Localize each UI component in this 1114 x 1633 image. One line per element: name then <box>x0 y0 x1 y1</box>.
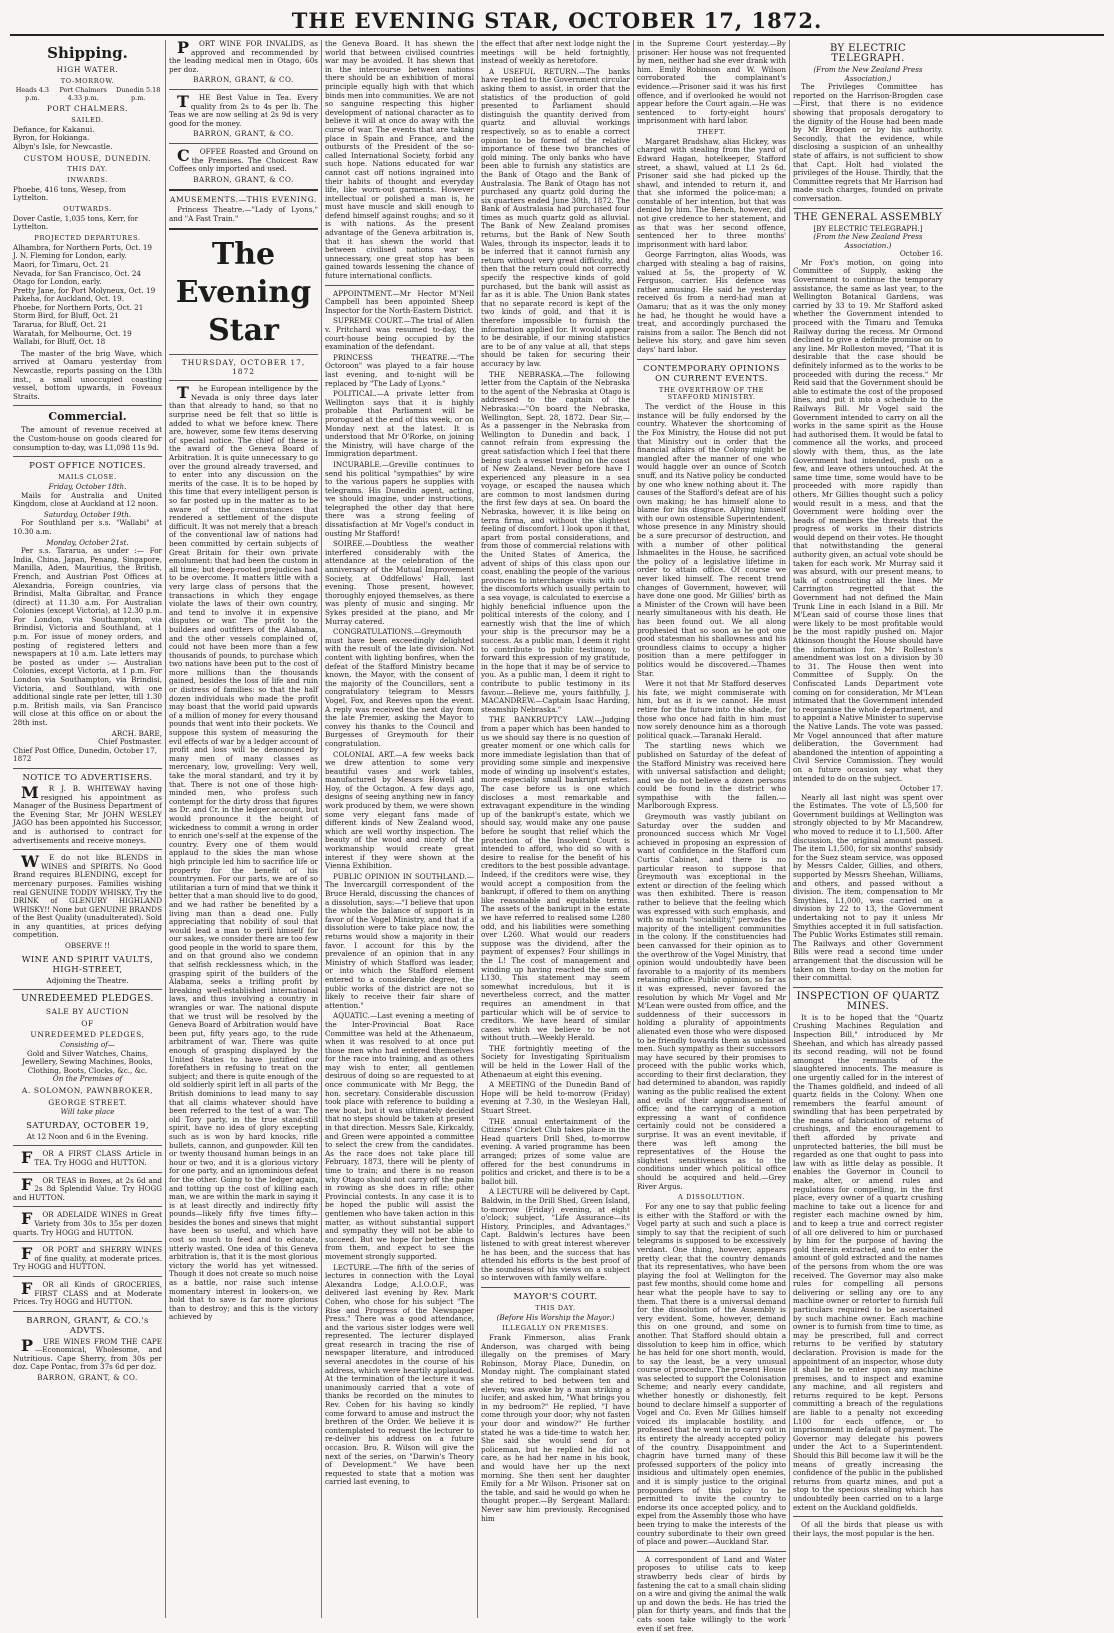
divider <box>13 849 162 850</box>
illegally-heading: ILLEGALLY ON PREMISES. <box>502 1324 609 1333</box>
divider <box>169 143 318 144</box>
barron-ads-heading: BARRON, GRANT, & CO.'s ADVTS. <box>26 1315 149 1336</box>
hogg-hutton-ad-port: FOR PORT and SHERRY WINES of fine quality, at moderate prices. Try HOGG and HUTTON. <box>13 1244 162 1272</box>
column-3 <box>322 40 478 1618</box>
hw-dunedin: Dunedin 5.18 p.m. <box>116 86 161 102</box>
mayors-court-heading: MAYOR'S COURT. <box>513 1291 598 1302</box>
news-congratulations: CONGRATULATIONS.—Greymouth must have been exceedingly delighted with the result of the late division. Not content with lighting bonfires, when the defeat of the Stafford Ministry became known, the Mayor, with the consent of the majority of the Councillors, sent a congratulatory telegram to Messrs Vogel, Fox, and Reeves upon the event. A reply was received the next day from the late Premier, asking the Mayor to convey his thanks to the Council and Burgesses of Greymouth for their congratulation. <box>325 627 474 748</box>
projected-item: Wallabi, for Bluff, Oct. 18 <box>13 337 106 347</box>
divider <box>637 359 786 360</box>
tomorrow-label: TO-MORROW. <box>60 76 115 85</box>
news-spiritualism: THE fortnightly meeting of the Society for Investigating Spiritualism will be held in the Lower Hall of the Athenaeum at eight this evening. <box>481 1043 630 1079</box>
observe-label: OBSERVE !! <box>65 941 110 951</box>
news-political: POLITICAL.—A private letter from Wellington says that it is highly probable that Parliament will be prorogued at the end of this week, or on Monday next at the latest. It is understood that Mr O'Rorke, on joining the Ministry, will have charge of the Immigration department. <box>325 389 474 459</box>
news-cricket-club: THE annual entertainment of the Citizens' Cricket Club takes place in the Head quarters Drill Shed, to-morrow evening. A varied programme has been arranged; prizes of some value are offered for the best conundrums in politics and cricket, and there is to be a ballot bill. <box>481 1116 630 1186</box>
divider <box>13 1172 162 1173</box>
tea-value-advert: THE Best Value in Tea. Every quality from 2s to 4s per lb. The Teas we are now selling at 2s 9d is very good for the money. <box>169 91 318 128</box>
high-water-table <box>13 87 162 102</box>
news-lecture: LECTURE.—The fifth of the series of lectures in connection with the Loyal Alexandra Lodge, A.I.O.O.F., was delivered last evening by Rev. Mark Cohen, who chose for his subject "The Rise and Progress of the Newspaper Press." There was a good attendance, and the various sister lodges were well represented. The lecturer displayed great research in tracing the rise of newspaper literature, and introduced several anecdotes in the course of his address, which were heartily applauded. At the termination of the lecture it was unanimously carried that a vote of thanks be recorded on the minutes to Rev. Cohen for his having so kindly come forward to amuse and instruct the brethren of the Order. We believe it is contemplated to request the lecturer to re-deliver his address on a future occasion. Bro. R. Wilson will give the next of the series, on "Darwin's Theory of Development." We have been requested to state that a motion was carried last evening, to <box>325 1262 474 1487</box>
divider <box>13 989 162 990</box>
by-telegraph-label: [BY ELECTRIC TELEGRAPH.] <box>813 223 923 233</box>
pledge-items: Gold and Silver Watches, Chains, Jewellery, Sewing Machines, Books, Clothing, Boots, Clocks, &c., &c. <box>22 1048 153 1075</box>
divider <box>481 1287 630 1288</box>
divider <box>169 380 318 381</box>
opinion-thames-star: The verdict of the House in this instance will be fully endorsed by the country. Whatever the shortcoming of the Fox Ministry, the House did not put that Ministry out in order that the financial affairs of the Colony might be mangled after the manner of one who would haggle over an ounce of Scotch snuff, and its Native policy be conducted by one who knew nothing about it. The causes of the Stafford's defeat are of his own making; he has himself alone to blame for his disgrace. Allying himself with our own ostensible Superintendent, whose presence in any Ministry should be a sure precursor of destruction, and with a number of other political Ishmaelites in the House, he sacrificed the policy of a legislative lifetime in order to attain office. Of course we never liked himself. The recent trend changes of Government, however, will have done one good. Mr Gillies' birth as a Minister of the Crown will have been nearly simultaneous with his death. He has been found out. We all along prophesied that so soon as he got one good statesman his shallowness and his groundless claims to occupy a higher position than a mere pettifogger in politics would be discovered.—Thames Star. <box>637 402 786 678</box>
advertisers-heading: NOTICE TO ADVERTISERS. <box>22 772 153 783</box>
divider <box>13 456 162 457</box>
postmaster-name: ARCH. BARE, <box>111 728 162 738</box>
date-oct-16: October 16. <box>899 249 943 259</box>
princess-theatre-listing: Princess Theatre.—"Lady of Lyons," and "A Fast Train." <box>169 204 318 223</box>
inwards-heading: INWARDS. <box>66 175 108 184</box>
masthead: THE EVENING STAR, OCTOBER 17, 1872. <box>291 8 823 33</box>
quartz-mines-article: It is to be hoped that the "Quartz Crushing Machines Regulation and Inspection Bill," introduced by Mr Sheehan, and which has already passed its second reading, will not be found amongst the remnants of the slaughtered innocents. The measure is one urgently called for in the interest of the Thames goldfield, and indeed of all quartz fields in the Colony. When one remembers the fearful amount of swindling that has been perpetrated by the means of fabrication of returns of crushings, and the encouragement to theft afforded by private and unprotected batteries, the bill must be regarded as one that ought to pass into law with as little delay as possible. It enables the Governor in Council to make, alter, or amend rules and regulations for compelling, in the first place, every owner of a quartz crushing machine to take out a licence for and register each machine owned by him, and to keep a true and correct register of all ore delivered to him or purchased by him for the purpose of having the gold therein extracted, and to enter the amount of gold extracted and the names of the persons from whom the ore was received. The Governor may also make rules for compelling all persons delivering or selling any ore to any machine owner or retorter to furnish full particulars required to be ascertained by such machine owner. Each machine owner is to furnish from time to time, as may be prescribed, full and correct returns to be verified by statutory declaration. Provision is made for the appointment of an inspector, whose duty it shall be to enter upon any machine premises, and to inspect and examine any machine, and all registers and returns required to be kept. Persons committing a breach of the regulations are liable to a penalty not exceeding L100 for each offence, or to imprisonment in default of payment. The Governor may delegate his powers under the Act to a Superintendent. Should this Bill become law it will be the means of greatly increasing the confidence of the public in the published returns from quartz mines, and put a stop to the specious stealing which has undoubtedly been carried on to a large extent on the Auckland goldfields. <box>793 1012 943 1512</box>
lecture-cont: the effect that after next lodge night the meetings will be held fortnightly, instead of weekly as heretofore. <box>481 39 630 66</box>
customs-heading: CUSTOM HOUSE, DUNEDIN. <box>23 153 152 163</box>
mails-close-label: MAILS CLOSE. <box>58 473 117 482</box>
outwards-heading: OUTWARDS. <box>63 204 112 213</box>
privileges-committee-report: The Privileges Committee has reported on the Harrison-Brogden case—First, that there is no evidence showing that proposals derogatory to the dignity of the House had been made by Mr Brogden or by his authority. Secondly, that the evidence, while disclosing a suspicion of an unhealthy state of affairs, is not sufficient to show that Capt. Holt had violated the privileges of the House. Thirdly, that the Committee regrets that Mr Harrison had made such charges, founded on private conversation. <box>793 82 943 203</box>
news-colonial-art: COLONIAL ART.—A few weeks back we drew attention to some very beautiful vases and work tables, manufactured by Messrs Howell and Hoy, of the Octagon. A few days ago, designs of seeing anything new in fancy work produced by them, we were shown some very elegant fans made of different kinds of New Zealand wood, which are well worthy inspection. The beauty of the wood and nicety of the workmanship would create great interest if they were shown at the Vienna Exhibition. <box>325 749 474 871</box>
post-office-date: Chief Post Office, Dunedin, October 17, 1872 <box>13 745 158 764</box>
news-useful-return: A USEFUL RETURN.—The banks have replied to the Government circular asking them to assist, in order that the statistics of the production of gold presented to Parliament should distinguish the quantity derived from quartz and alluvial workings respectively, so as to enable a correct opinion to be formed of the relative importance of these two branches of gold mining. The only banks who have been able to furnish any statistics are the Bank of Otago and the Bank of Australasia. The Bank of Otago has not purchased any quartz gold during the six quarters ended June 30th, 1872. The Bank of Australasia had purchased four times as much quartz gold as alluvial. The Bank of New Zealand promises returns, but the Bank of New South Wales, through its inspector, leads it to be inferred that it cannot furnish any return without very great difficulty, and then that the return could not correctly specify the respective kinds of gold purchased, but the bank will assist as far as it is able. The Union Bank states that no separate record is kept of the two kinds of gold, and that it is therefore impossible to furnish the information applied for. It would appear to be desirable, if our mining statistics are to be of any value at all, that steps should be taken for securing their accuracy by law. <box>481 66 630 368</box>
hogg-hutton-ad-adelaide: FOR ADELAIDE WINES in Great Variety from 30s to 35s per dozen quarts. Try HOGG and HUTTON. <box>13 1209 162 1237</box>
will-take-label: Will take place <box>60 1107 115 1117</box>
column-1 <box>10 40 166 1618</box>
leading-article: The European intelligence by the Nevada is only three days later than that already to hand, so that no surprise need be felt that so little is added to what we before knew. There are, however, some few items deserving of special notice. The chief of these is the award of the Geneva Board of Arbitration. It is quite unnecessary to go over the ground already traversed, and to enter into any discussion on the merits of the case. It is to be hoped by this time that every intelligent person is so far posted up in the matter as to be aware of the circumstances that rendered a settlement of the dispute difficult. It was not merely that a breach of the conventional law of nations had been committed by certain subjects of Great Britain for their own private emolument: that had been the custom in all time; but deep-rooted prejudices had to be overcome. It matters little with a very large class of persons that the transactions in which they engage violate the laws of their own country, and tend to involve it in expensive disputes or war. The profit to the builders and outfitters of the Alabama, and the other vessels complained of, could not have been more than a few thousands of pounds, to purchase which two nations have been put to the cost of more millions than the thousands gained, besides the loss of life and ruin or distress of families: so that the half dozen individuals who made the profit may boast that the world paid upwards of a million of money for every thousand pounds that went into their pockets. We suppose this system of measuring the evil effects of war by a ledger account of profit and loss will be denounced by many men of many classes as mercenary, low, grovelling: Very well, take the moral standard, and try it by that. There is not one of those high-minded men, who profess such contempt for the dirty dross that figures as Dr. and Cr. in the ledger account, but would pronounce it the height of wickedness to commit a wrong in order to enrich one's-self at the expense of the country. Every one of them would applaud to the skies the man whose high principle led him to sacrifice life or property for the benefit of his countrymen. For our parts, we are of so utilitarian a turn of mind that we think it better that a man should live to do good, and we had rather be benefited by a living man than a dead one. Fully appreciating that nobility of soul that would lead a man to peril himself for our sakes, we consider there are too few good people in the world to spare them, and on that ground also we condemn that selfish recklessness which, in the grasping spirit of the builders of the Alabama, seeks a trifling profit by breaking well-established international laws, and thus involving a country in wrangles or war. The national dispute that we trust will be resolved by the Geneva Board of Arbitration would have been put, fifty years ago, to the rude arbitrament of war. There was quite enough of grasping displayed by the United States to have justified our forefathers in refusing to treat on the subject; and there is quite enough of the old soldierly spirit left in all parts of the British dominions to lead many to say that all claims whatever should have been referred to the test of a war. The old Tory party, in the true stand-still spirit, have no idea of glory excepting such as is won by hard knocks, rifle bullets, cannon, and gunpowder. Kill ten or twenty thousand human beings in an hour or two, and it is a glorious victory for one party, and an ignominious defeat for the other. Going to the ledger again, and totting up the cost of killing each man, we are within the mark in saying it is at least directly and indirectly fifty pounds—likely fifty five times fifty—besides the bones and sinews that might have been so useful, and which have cost so much to feed and to educate, utterly wasted. One idea of this Geneva arbitration is, that it is the most glorious victory the world has yet witnessed. Though it does not create so much noise as a battle, nor raise such intense momentary interest in lookers-on, we hold that to save is far more glorious than to destroy; and this is the victory achieved by <box>169 383 318 1322</box>
sale-date: SATURDAY, OCTOBER 19, <box>26 1120 149 1131</box>
shipping-heading: Shipping. <box>47 44 128 62</box>
news-princess-theatre: PRINCESS THEATRE.—"The Octoroon" was played to a fair house last evening, and to-night will be replaced by "The Lady of Lyons." <box>325 352 474 388</box>
george-street: GEORGE STREET. <box>48 1097 127 1107</box>
divider <box>793 1516 943 1517</box>
postmaster-title: Chief Postmaster. <box>98 737 162 747</box>
sale-label: SALE BY AUCTION <box>45 1007 130 1017</box>
divider <box>325 285 474 286</box>
column-4 <box>478 40 634 1618</box>
projected-list <box>13 244 162 347</box>
opinion-auckland-star: For any one to say that public feeling is either with the Stafford or with the Vogel party at such and such a place is simply to say that the recipient of such telegrams is supposed to be excessively verdant. One thing, however, appears pretty clear, that the country demands that its representatives, who have been playing the fool at Wellington for the past few months, should come home and hear what the people have to say to them. That there is a universal demand for the dissolution of the Assembly is very evident. Some, however, demand this on one ground, and some on another. That Stafford should obtain a dissolution to keep him in office, which he has held for one short month, would, to say the least, be a very unusual course of procedure. The present House was selected to support the Colonisation Scheme; and nearly every candidate, whether honestly or dishonestly, felt bound to declare himself a supporter of Vogel and Co. Even Mr Gillies himself voiced its implacable hostility, and professed that he went in to carry out in its entirety the already accepted policy of the country. Disappointment and chagrin have turned many of these professed supporters of the policy into insidious and ultimately open enemies, and it is simply justice to the original propounders of this policy to be permitted to invite the country to endorse its once accepted policy, and to expel from the Assembly those who have been trying to make the interests of the country subordinate to their own greed of place and power.—Auckland Star. <box>637 1202 786 1547</box>
column-2 <box>166 40 322 1618</box>
masthead-rule <box>10 34 1104 36</box>
divider <box>169 228 318 230</box>
post-office-heading: POST OFFICE NOTICES. <box>29 461 146 472</box>
issue-date: THURSDAY, OCTOBER 17, 1872 <box>181 358 306 376</box>
barron-signature: BARRON, GRANT, & CO. <box>193 75 294 85</box>
quartz-mines-heading: INSPECTION OF QUARTZ MINES. <box>796 990 940 1012</box>
opinion-taranaki-herald: Were it not that Mr Stafford deserves his fate, we might commiserate with him, but as it is we cannot. He must retire for the future into the shade, for those who once had faith in him must now sorely denounce him as a thorough political quack.—Taranaki Herald. <box>637 679 786 740</box>
friday-label: Friday, October 18th. <box>48 481 127 491</box>
divider <box>13 1276 162 1277</box>
hogg-hutton-ad-boxes: FOR TEAS in Boxes, at 2s 6d and 2s 8d Splendid Value. Try HOGG and HUTTON. <box>13 1174 162 1202</box>
divider <box>637 1551 786 1552</box>
contemporary-opinions-heading: CONTEMPORARY OPINIONS ON CURRENT EVENTS. <box>643 363 780 384</box>
evening-star-banner: The Evening Star <box>175 237 312 349</box>
this-day-label: THIS DAY. <box>67 165 108 174</box>
divider <box>793 987 943 988</box>
saturday-label: Saturday, October 19th. <box>43 509 132 519</box>
hw-port: Port Chalmers 4.33 p.m. <box>59 86 107 102</box>
court-case-cont: in the Supreme Court yesterday.—By prisoner: Her house was not frequented by men, neither had she ever drank with him. Emily Robinson and W. Wilson corroborated the complainant's evidence.—Prisoner said it was his first offence, and if overlooked he would not appear before the Court again.—He was sentenced to forty-eight hours' imprisonment with hard labor. <box>637 39 786 126</box>
news-soiree: SOIREE.—Doubtless the weather interfered considerably with the attendance at the celebration of the anniversary of the Mutual Improvement Society, at Oddfellows' Hall, last evening. Those present, however, thoroughly enjoyed themselves, as there was plenty of music and singing. Mr Sykes presided at the piano, and Mr Murray catered. <box>325 539 474 626</box>
hogg-hutton-ad-groceries: FOR all Kinds of GROCERIES, FIRST CLASS and at Moderate Prices. Try HOGG and HUTTON. <box>13 1278 162 1307</box>
friday-text: Mails for Australia and United Kingdom, close at Auckland at 12 noon. <box>13 490 162 509</box>
consisting-label: Consisting of— <box>59 1040 115 1050</box>
port-chalmers-heading: PORT CHALMERS. <box>46 104 129 114</box>
general-assembly-heading: THE GENERAL ASSEMBLY <box>793 211 942 223</box>
assembly-report-oct-16: Mr Fox's motion, on going into Committee of Supply, asking the Government to continue the temporary assistance, the same as last year, to the Wellington Botanical Gardens, was carried by 33 to 19. Mr Stafford asked whether the Government intended to proceed with the Timaru and Temuka Railway during the recess. Mr Ormond declined to give a definite promise on to any line. Mr Rolleston moved, "That it is desirable that the case should be definitely informed as to the works to be proceeded with during the recess." Mr Reid said that the Government should be able to estimate the cost of the proposed lines, and put it into a schedule to the Railways Bill. Mr Vogel said the Government intended to carry on all the works in the same spirit as the House had authorised them. It would be fatal to commence all the works, and proceed slowly with them, thus, as the late Government had intended, push on a few, and leave others untouched. At the same time time, some would have to be proceeded with more rapidly than others. Mr Gillies thought such a policy would result in a mess, and that the Government were holding over the heads of members the threats that the progress of works in their districts would depend on their votes. He thought that notwithstanding the general authority given, an actual vote should be taken for each work. Mr Murray said it was absurd, with our present means, to talk of constructing all the lines. Mr Carrington regretted that the Government had not defined the Main Trunk Line in each Island in a Bill. Mr M'Lean said of course those lines that were likely to be most profitable would be the most rapidly pushed on. Major Atkinson thought the House should have the information for. Mr Rolleston's amendment was lost on a division by 30 to 31. The House then went into Committee of Supply. On the Confiscated Lands Department vote coming on for consideration, Mr M'Lean intimated that the Government intended to reorganise the whole department, and to appoint a Native Minister to supervise the Native Lands. The vote was passed. Mr Vogel announced that after mature deliberation, the Government had abandoned the intention of appointing a Civil Service Commission. They would on a future occasion say what they intended to do on the subject. <box>793 257 943 783</box>
news-bankruptcy-law: THE BANKRUPTCY LAW.—Judging from a paper which has been handed to us we should say there is no question of greater moment or one which calls for more immediate legislation than that of providing some simple and inexpensive mode of winding up insolvent's estates, more especially small bankrupt estates. The case before us is one which discloses a most remarkable and extravagant expenditure in the winding up of the bankrupt's estate, which we should say, would make any one pause before he sought that relief which the protection of the Insolvent Court is intended to afford, who did so with a desire to realise for the benefit of his creditors to the best possible advantage. Indeed, if the creditors were wise, they would accept a composition from the bankrupt, if offered to them on anything like reasonable and equitable terms. The assets of the bankrupt in the estate we have referred to realised some L280 odd, and his liabilities were something over L260. What would our readers suppose was the dividend, after the payment of expenses? Four shillings in the L! The cost of management and winding up having reached the sum of L130. This statement may seem somewhat incredulous, but it is nevertheless correct, and the matter requires an amendment in that particular which will be of service to creditors. We have heard of similar cases which we believe to be not without truth.—Weekly Herald. <box>481 715 630 1043</box>
theft-heading: THEFT. <box>697 127 726 136</box>
leading-article-cont: the Geneva Board. It has shewn the world that between civilised countries war may be avoided. It has shewn that in the intercourse between nations there should be an exhibition of moral principle equally high with that which binds men into communities. We are not so sanguine respecting this higher development of national character as to believe it will at once do away with the curse of war. The events that are taking place in Spain and France, and the outbursts of the President of the so-called International Society, forbid any such hope. Nations educated for war cannot cast off notions ingrained into their habits of thought and everyday life, like worn-out garments. However intellectual or polished a man is, he must have muscle and skill enough to defend himself against roughs; and so it is with nations. As the present advantage of the Geneva arbitration is, that it has shewn the world that between civilised nations war is unnecessary, one great stop has been gained towards lessening the chance of future international conflicts. <box>325 39 474 281</box>
divider <box>13 1206 162 1207</box>
sailed-item: Defiance, for Kakanui. <box>13 124 95 134</box>
coffee-advert: COFFEE Roasted and Ground on the Premises. The Choicest Raw Coffees only imported and used. <box>169 145 318 174</box>
divider <box>13 405 162 406</box>
divider <box>169 189 318 191</box>
opinion-marlborough-express: The startling news which we published on Saturday of the defeat of the Stafford Ministry was received here with universal satisfaction and delight; and we do not believe a dozen persons could be found in the district who sympathise with the fallen.—Marlborough Express. <box>637 741 786 811</box>
sale-time: At 12 Noon and 6 in the Evening. <box>26 1131 149 1141</box>
opinion-grey-river-argus: Greymouth was vastly jubilant on Saturday over the sudden and pronounced success which Mr Vogel achieved in proposing an expression of want of confidence in the Stafford cum Curtis Cabinet, and there is no particular reason to suppose that Greymouth was exceptional in the extent or direction of the feeling which was then exhibited. There is reason rather to believe that the feeling which was expressed with such emphasis, and with so much "sociability," pervades the majority of the intelligent communities in the colony. If the constituencies had been canvassed for their opinion as to the overthrow of the Vogel Ministry, that opinion would undoubtedly have been favorable to a majority of its members retaining office. Public opinion, so far as it was expressed, never favored the resolution by which Mr Vogel and Mr M'Lean were ousted from office, and the suddenness of their successors in holding a plurality of appointments alienated even those who were disposed to be friendly towards them as unbiased men. Such sympathy as their successors may have secured by their promises to proceed with the public works which, according to their first declaration, they had determined to abandon, was rapidly waning as the public realised the extent and evils of their aggrandisement of office; and the carrying of a motion expressing a want of confidence certainly could not be considered a surprise. It was an event inevitable, if there was left among the representatives of the House the slightest sensitiveness as to the conditions under which political office should be acquired and held.—Grey River Argus. <box>637 812 786 1191</box>
wine-vaults-heading: WINE AND SPIRIT VAULTS, HIGH-STREET, <box>21 954 154 975</box>
divider <box>169 354 318 355</box>
projected-item: Storm Bird, for Bluff, Oct. 21 <box>13 311 119 321</box>
divider <box>13 1311 162 1312</box>
news-incurable: INCURABLE.—Greville continues to send his political "sympathies" by wire to the various papers he supplies with telegrams. His Dunedin agent, acting, we should imagine, under instructions, telegraphed the other day that here there was a strong feeling of dissatisfaction at Mr Vogel's conduct in ousting Mr Stafford! <box>325 459 474 538</box>
news-aquatic: AQUATIC.—Last evening a meeting of the Inter-Provincial Boat Race Committee was held at the Athenaeum, when it was resolved to at once put those men who had entered themselves for the race into training, and as others may wish to enter, all gentlemen desirous of doing so are requested to at once communicate with Mr Begg, the hon. secretary. Considerable discussion took place with reference to building a new boat, but it was ultimately decided that no steps should be taken at present in that direction. Messrs Sale, Kirkcaldy, and Green were appointed a committee to select the crew from the candidates. As the race does not take place till February, 1873, there will be plenty of time to train; and there is no reason why Otago should not carry off the palm in rowing as she does in rifle; other Provincial contests. In any case it is to be hoped the public will assist the gentlemen who have taken action in this matter, as without substantial support and sympathy they will not be able to succeed. But we hope for better things from them, and expect to see the movement strongly supported. <box>325 1011 474 1261</box>
projected-item: Nevada, for San Francisco, Oct. 24 <box>13 268 141 278</box>
cats-strawberry-paragraph: A correspondent of Land and Water proposes to utilise cats to keep strawberry beds clear of birds by fastening the cat to a small chain sliding on a wire and giving the animal the walk up and down the beds. He has tried the plan for thirty years, and finds that the cats soon take willingly to the work even if set free. <box>637 1554 786 1633</box>
press-association-label: (From the New Zealand Press Association.) <box>813 232 923 250</box>
revenue-paragraph: The amount of revenue received at the Custom-house on goods cleared for consumption to-day, was L1,098 11s 9d. <box>13 425 162 452</box>
news-nebraska: THE NEBRASKA.—The following letter from the Captain of the Nebraska to the agent of the Nebraska at Otago is addressed to the captain of the Nebraska:—"On board the Nebraska, Wellington, Sept. 28, 1872. Dear Sir,—As a passenger in the Nebraska from Wellington to Dunedin and back, I cannot refrain from expressing the great satisfaction which I feel that there being such a vessel trading on the coast of New Zealand. Never before have I experienced any pleasure in a sea voyage, or escaped the nausea which are common to most landsmen during the first few days at sea. On board the Nebraska, however, it is like being on terra firma, and without the slightest feeling of discomfort. I look upon it that, apart from postal considerations, and from those of commercial relations with the United States of America, the advent of ships of this class upon our coast, enabling the people of the various provinces to interchange visits with out the discomforts which usually pertain to a sea voyage, is calculated to exercise a highly beneficial influence upon the political interests of the colony, and I earnestly wish that the line of which your ship is the precursor may be a success. As a public man, I deem it right to contribute to public testimony, to forward this expression of my gratitude, in the hope that it may be of service to you. As a public man, I deem it right to contribute to public testimony in its favour.—Believe me, yours faithfully, J. MACANDREW.—Captain Isaac Harding, steamship Nebraska." <box>481 369 630 714</box>
projected-item: Tararua, for Bluff, Oct. 21 <box>13 320 108 330</box>
whiteway-notice: MR J. B. WHITEWAY having resigned his appointment as Manager of the Business Department of the Evening Star, Mr JOHN WESLEY JAGO has been appointed his Successor, and is authorised to contract for advertisements and receive moneys. <box>13 782 162 845</box>
of-label: OF <box>81 1018 94 1028</box>
sailed-list <box>13 126 162 152</box>
barron-signature: BARRON, GRANT, & CO. <box>37 1373 138 1383</box>
court-case-bradshaw: Margaret Bradshaw, alias Hickey, was charged with stealing from the yard of Edward Hagan, hotelkeeper, Stafford street, a shawl, valued at L1 2s 6d. Prisoner said she had picked up the shawl, and intended to return it, and that she informed the police-man; a constable of her intention, but that was denied by him. The Bench, however, did not give credence to her statement, and as that was her second offence, sentenced her to three months' imprisonment with hard labor. <box>637 136 786 249</box>
divider <box>13 1145 162 1146</box>
news-public-opinion: PUBLIC OPINION IN SOUTHLAND.—The Invercargill correspondent of the Bruce Herald, discussing the chances of a dissolution, says:—"I believe that upon the whole the balance of support is in favor of the Vogel Ministry, and that if a dissolution were to take place now, the returns would show a majority in their favor. I account for this by the prevalence of an opinion that in any Ministry of which Stafford was leader, or into which the Stafford element entered to a considerable degree, the public works of the district are not so likely to receive their fair share of attention." <box>325 871 474 1010</box>
outwards-text: Dover Castle, 1,035 tons, Kerr, for Lyttelton. <box>13 213 139 232</box>
sailed-heading: SAILED. <box>71 115 104 124</box>
column-5 <box>634 39 790 1633</box>
sailed-item: Byron, for Hokianga. <box>13 133 90 143</box>
amusements-heading: AMUSEMENTS.—THIS EVENING. <box>169 195 318 205</box>
adjoining-label: Adjoining the Theatre. <box>46 975 129 985</box>
divider <box>169 89 318 90</box>
unredeemed-pledges-label: UNREDEEMED PLEDGES, <box>30 1030 145 1040</box>
date-oct-17: October 17. <box>899 784 943 794</box>
court-case-farrington: George Farrington, alias Woods, was charged with stealing a bag of raisins, valued at 5s, the property of W. Ferguson, carrier. His defence was rather amusing. He said he yesterday received 6s from a nerd-had man at Oamaru; that as it was the only money he had, he thought he would have a treat, and accordingly purchased the raisins from a sailor. The Bench did not believe his story, and gave him seven days' hard labor. <box>637 250 786 354</box>
projected-item: Phoebe, for Northern Ports, Oct. 21 <box>13 302 144 312</box>
hen-filler: Of all the birds that please us with their lays, the most popular is the hen. <box>793 1520 943 1538</box>
overthrow-subheading: THE OVERTHROW OF THE STAFFORD MINISTRY. <box>658 385 765 402</box>
saturday-text: For Southland per s.s. "Wallabi" at 10.30 a.m. <box>13 518 162 536</box>
assembly-report-oct-17: Nearly all last night was spent over the Estimates. The vote of L5,500 for Government buildings at Wellington was strongly objected to by Mr Macandrew, who moved to reduce it to L1,500. After discussion, the original amount passed. The item L1,500, for six months' subsidy for the Suez steam service, was opposed by Messrs Calder, Gillies, and others, supported by Messrs Sheehan, Williams, and others, and passed without a division. The item, compensation to Mr Smythies, L1,000, was carried on a division by 22 to 13, the Government undertaking not to pay it unless Mr Smythies accepted it in full satisfaction. The Public Works Estimates still remain. The Railways and other Government Bills were read a second time under arrangement that the discussion will be taken on them to-day on the motion for their committal. <box>793 792 943 983</box>
high-water-heading: HIGH WATER. <box>56 65 119 74</box>
column-6 <box>790 40 946 1618</box>
projected-item: J. N. Fleming for London, early. <box>13 251 127 261</box>
port-wine-advert: PORT WINE FOR INVALIDS, as approved and recommended by the leading medical men in Otago, 60s per doz. <box>169 38 318 74</box>
barron-signature: BARRON, GRANT, & CO. <box>193 129 294 139</box>
projected-item: Otago for London, early. <box>13 277 102 287</box>
court-case-finmerson: Frank Finmerson, alias Frank Anderson, was charged with being illegally on the premises of Mary Robinson, Moray Place, Dunedin, on Monday night. The complainant stated she retired to bed between ten and eleven; was awoke by a man striking a lucifer, and asked him, "What brings you in my bedroom?" He replied, "I have come through your door; why not fasten your door and window?" He further stated he was a tide-time to watch her. She said she would send for a policeman, but he replied he did not care, as he had her name in his book, and would have her up the next morning. She then sent her daughter Emily for a Mr Wilson. Prisoner sat on the table, and said he would go when he thought proper.—By Sergeant Mallard: Never saw him previously. Recognised him <box>481 1333 630 1523</box>
hw-heads: Heads 4.3 p.m. <box>15 86 50 102</box>
projected-item: Alhambra, for Northern Ports, Oct. 19 <box>13 242 152 252</box>
divider <box>13 768 162 769</box>
telegraph-heading: BY ELECTRIC TELEGRAPH. <box>829 43 907 64</box>
divider <box>13 1241 162 1242</box>
monday-text: Per s.s. Tararua, as under :— For India, China, Japan, Penang, Singapore, Manilla, Aden, Mauritius, the British, French, and Austrian Post Offices at Alexandria, Foreign countries, via Brindisi, Malta Gibraltar, and France (direct) at 11.30 a.m. For Australian Colonies (except Victoria), at 12.30 p.m. For London, via Southampton, via Brindisi, Victoria and Southland, at 1 p.m. For issue of money orders, and posting of registered letters and newspapers at 10 a.m. Late letters may be posted as under :— Australian Colonies, except Victoria, at 1 p.m. For London via Southampton, via Brindisi, Victoria, and Southland, with one additional single rate per letter, till 1.30 p.m. British mails, via San Francisco will close at this office on or about the 28th inst. <box>13 546 162 728</box>
news-life-assurance-lecture: A LECTURE will be delivered by Capt. Baldwin, in the Drill Shed, Green Island, to-morrow (Friday) evening, at eight o'clock; subject, "Life Assurance—its History, Principles, and Advantages." Capt. Baldwin's lectures have been listened to with great interest wherever he has been, and the success that has attended his efforts is the best proof of the soundness of his views on a subject so interwoven with family welfare. <box>481 1187 630 1283</box>
hogg-hutton-ad-tea: FOR A FIRST CLASS Article in TEA. Try HOGG and HUTTON. <box>21 1148 162 1168</box>
press-association-label: (From the New Zealand Press Association.) <box>813 65 923 83</box>
news-appointment: APPOINTMENT.—Mr Hector M'Neil Campbell has been appointed Sheep Inspector for the North-Eastern District. <box>325 288 474 315</box>
projected-item: Pakeha, for Auckland, Oct. 19. <box>13 294 124 304</box>
unredeemed-heading: UNREDEEMED PLEDGES. <box>21 994 154 1005</box>
inwards-text: Phoebe, 416 tons, Wesep, from Lyttelton. <box>13 184 126 203</box>
dissolution-subheading: A DISSOLUTION. <box>678 1193 745 1202</box>
brig-wave-paragraph: The master of the brig Wave, which arrived at Oamaru yesterday from Newcastle, reports passing on the 13th inst., a small unoccupied coasting vessel, bottom upwards, in Foveaux Straits. <box>13 348 162 401</box>
projected-heading: PROJECTED DEPARTURES. <box>34 233 141 242</box>
divider <box>793 208 943 209</box>
monday-label: Monday, October 21st. <box>46 537 129 547</box>
solomon-name: A. SOLOMON, PAWNBROKER, <box>21 1086 154 1096</box>
premises-label: On the Premises of <box>52 1074 123 1084</box>
barron-signature: BARRON, GRANT, & CO. <box>193 174 294 184</box>
projected-item: Maori, for Timaru, Oct. 21 <box>13 259 110 269</box>
cape-wines-advert: PURE WINES FROM THE CAPE—Economical, Wholesome, and Nutritious. Cape Sherry, from 30s per doz. Cape Pontac, from 37s 6d per doz. <box>13 1335 162 1372</box>
this-day-label: THIS DAY. <box>535 1303 576 1312</box>
projected-item: Pretty Jane, for Port Molyneux, Oct. 19 <box>13 285 156 295</box>
sailed-item: Albyn's Isle, for Newcastle. <box>13 141 113 151</box>
news-supreme-court: SUPREME COURT.—The trial of Allen v. Pritchard was resumed to-day, the court-house being occupied by the examination of the defendant. <box>325 316 474 352</box>
blends-advert: WE do not like BLENDS in WINES and SPIRITS. No Good Brand requires BLENDING, except for mercenary purposes. Families wishing real GENUINE TODDY WHISKY, Try the DRINK of GLENURY HIGHLAND WHISKY!! None but GENUINE BRANDS of the Best Quality (unadulterated). Sold in any quantities, at prices defying competition. <box>13 852 162 940</box>
commercial-heading: Commercial. <box>48 410 127 424</box>
before-mayor-label: (Before His Worship the Mayor.) <box>496 1312 615 1322</box>
columns <box>10 38 1104 1633</box>
projected-item: Waratah, for Melbourne, Oct. 19 <box>13 328 132 338</box>
news-band-of-hope: A MEETING of the Dunedin Band of Hope will be held to-morrow (Friday) evening at 7.30, in the Wesleyan Hall, Stuart Street. <box>481 1080 630 1116</box>
